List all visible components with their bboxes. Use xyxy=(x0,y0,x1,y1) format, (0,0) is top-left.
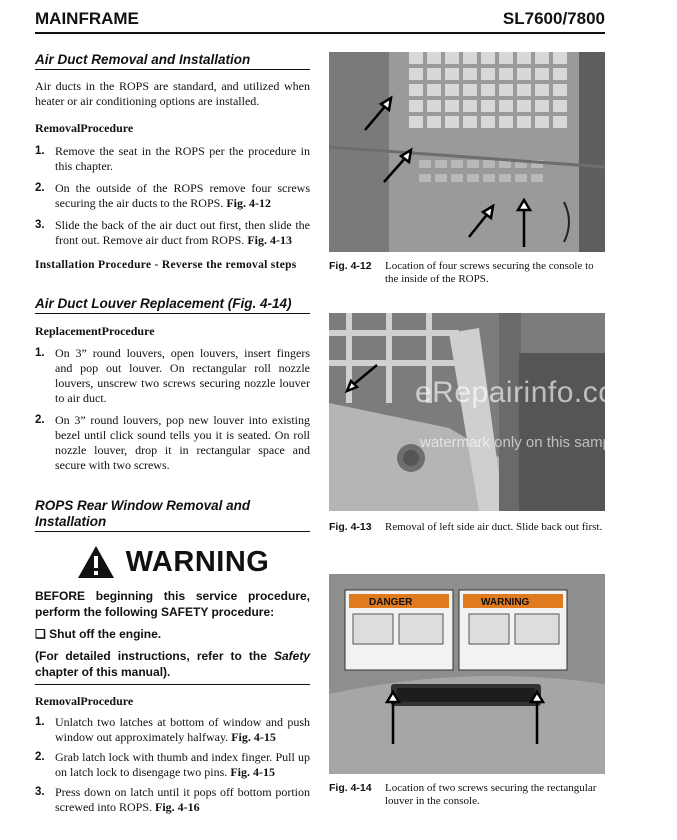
louver-heading: ReplacementProcedure xyxy=(35,324,155,338)
warning-box xyxy=(35,538,310,680)
figure-4-13-caption xyxy=(329,521,609,534)
figure-caption-text: Location of two screws securing the rectangular louver in the console. xyxy=(385,782,597,807)
fig-ref: Fig. 4-15 xyxy=(231,730,276,744)
warning-line-2: (For detailed instructions, refer to the Safety chapter of this manual). xyxy=(35,649,310,679)
checkbox-icon: ❑ xyxy=(35,627,46,641)
air-duct-intro: Air ducts in the ROPS are standard, and utilized when heater or air conditioning options are installed. xyxy=(35,79,310,108)
rear-window-section xyxy=(35,694,310,815)
figure-4-12-caption xyxy=(329,260,609,286)
air-duct-removal-heading: RemovalProcedure xyxy=(35,121,134,135)
warning-check-item: ❑ Shut off the engine. xyxy=(35,627,162,641)
warning-header xyxy=(35,538,310,586)
rear-window-title: ROPS Rear Window Removal and Installation xyxy=(35,498,310,532)
rear-window-step-2: 2. Grab latch lock with thumb and index finger. Pull up on latch lock to disengage two pins. Fig. 4-15 xyxy=(35,750,310,779)
louver-section xyxy=(35,296,310,473)
figure-label: Fig. 4-14 xyxy=(329,782,372,794)
warning-word: WARNING xyxy=(125,545,270,578)
figure-caption-text: Removal of left side air duct. Slide back out first. xyxy=(385,521,603,533)
figure-4-14-photo xyxy=(329,574,605,774)
louver-title: Air Duct Louver Replacement (Fig. 4-14) xyxy=(35,296,310,314)
fig-ref: Fig. 4-15 xyxy=(230,765,275,779)
air-duct-step-3: 3. Slide the back of the air duct out first, then slide the front out. Remove air duct from ROPS. Fig. 4-13 xyxy=(35,218,310,247)
warning-decal-text: WARNING xyxy=(481,597,530,608)
figure-4-12-photo xyxy=(329,52,605,252)
rear-window-title-block xyxy=(35,498,310,532)
warning-line-1: BEFORE beginning this service procedure, perform the following SAFETY procedure: xyxy=(35,589,310,619)
watermark-site: eRepairinfo.com xyxy=(415,376,641,409)
air-duct-step-1: 1. Remove the seat in the ROPS per the procedure in this chapter. xyxy=(35,144,310,173)
figure-label: Fig. 4-12 xyxy=(329,260,372,272)
fig-ref: Fig. 4-16 xyxy=(155,800,200,814)
danger-decal-text: DANGER xyxy=(369,597,413,608)
rear-window-step-1: 1. Unlatch two latches at bottom of window and push window out approximately halfway. Fig. 4-15 xyxy=(35,715,310,744)
figure-caption-text: Location of four screws securing the console to the inside of the ROPS. xyxy=(385,260,594,285)
figure-label: Fig. 4-13 xyxy=(329,521,372,533)
air-duct-step-2: 2. On the outside of the ROPS remove four screws securing the air ducts to the ROPS. Fig. 4-12 xyxy=(35,181,310,210)
warning-rule xyxy=(35,684,310,685)
fig-ref: Fig. 4-13 xyxy=(247,233,292,247)
watermark-note: watermark only on this sample xyxy=(420,434,623,451)
figure-4-13-photo xyxy=(329,313,605,511)
rear-window-step-3: 3. Press down on latch until it pops off bottom portion screwed into ROPS. Fig. 4-16 xyxy=(35,785,310,814)
louver-step-1: 1. On 3” round louvers, open louvers, insert fingers and pop out louver. On rectangular roll nozzle louvers, unscrew two screws securing nozzle louver to air duct. xyxy=(35,346,310,405)
figure-4-14-caption xyxy=(329,782,609,808)
warning-triangle-icon xyxy=(76,544,116,580)
louver-step-2: 2. On 3” round louvers, pop new louver into existing bezel until click sound tells you it is seated. On roll nozzle louver, drop it in rectangular space and secure with two screws. xyxy=(35,413,310,472)
header-section: MAINFRAME xyxy=(35,9,139,28)
header-model: SL7600/7800 xyxy=(502,9,605,28)
install-note: Installation Procedure - Reverse the removal steps xyxy=(35,259,297,271)
air-duct-title: Air Duct Removal and Installation xyxy=(35,52,310,70)
air-duct-section xyxy=(35,52,310,273)
rear-window-removal-heading: RemovalProcedure xyxy=(35,694,134,708)
fig-ref: Fig. 4-12 xyxy=(226,196,271,210)
header-rule xyxy=(35,32,605,34)
